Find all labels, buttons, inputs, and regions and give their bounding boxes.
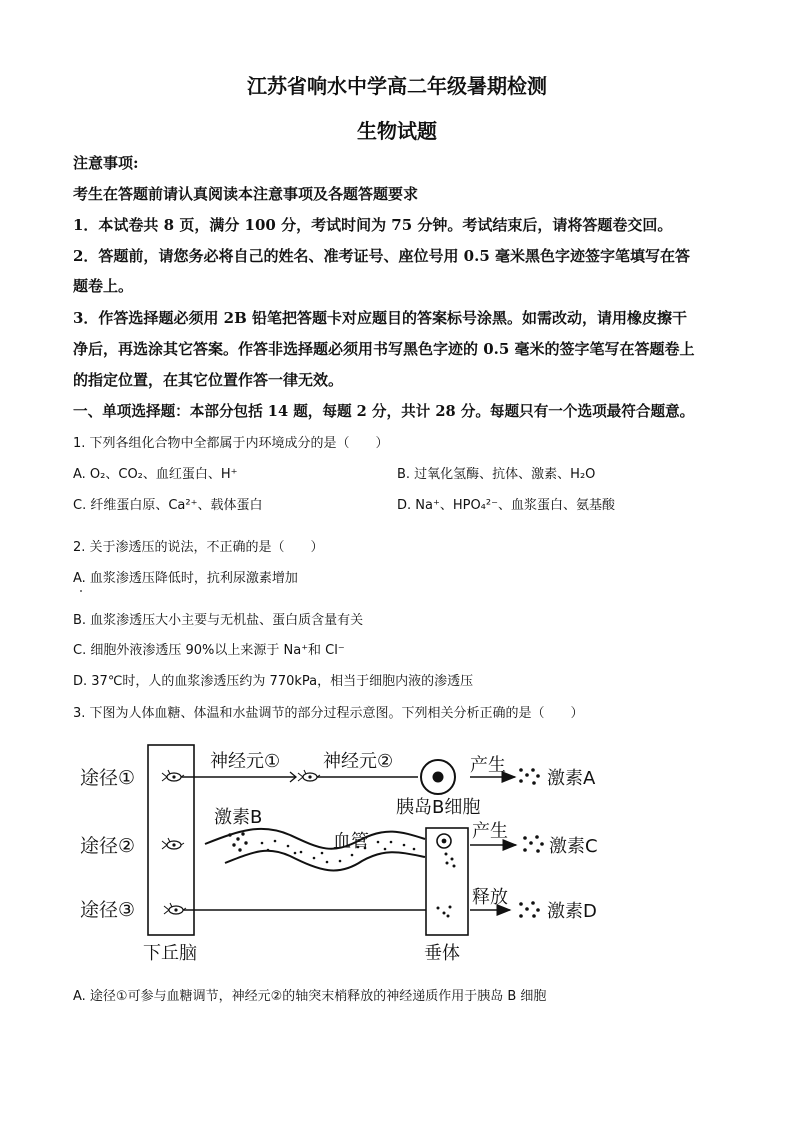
question-1-option-a: A. O₂、CO₂、血红蛋白、H⁺ xyxy=(73,467,238,482)
page-title: 江苏省响水中学高二年级暑期检测 xyxy=(247,74,547,98)
release-label: 释放 xyxy=(472,887,508,908)
route-3-label: 途径③ xyxy=(80,899,136,921)
question-1-option-d: D. Na⁺、HPO₄²⁻、血浆蛋白、氨基酸 xyxy=(397,498,615,513)
hormone-d-label: 激素D xyxy=(547,901,597,922)
hormone-a-dots xyxy=(519,768,540,785)
question-2-option-b: B. 血浆渗透压大小主要与无机盐、蛋白质含量有关 xyxy=(73,613,364,628)
question-2-option-a: A. 血浆渗透压降低时，抗利尿激素增加 xyxy=(73,571,298,586)
stray-mark xyxy=(80,590,82,592)
hormone-d-dots xyxy=(519,901,540,918)
produce-2-label: 产生 xyxy=(472,821,508,842)
section-1-heading: 一、单项选择题：本部分包括 14 题，每题 2 分，共计 28 分。每题只有一个选项最符合题意。 xyxy=(73,403,695,420)
produce-1-label: 产生 xyxy=(470,755,506,776)
route-1-label: 途径① xyxy=(80,767,136,789)
hormone-c-dots xyxy=(523,835,544,853)
notice-item-1: 1．本试卷共 8 页，满分 100 分，考试时间为 75 分钟。考试结束后，请将答题卷交回。 xyxy=(73,216,673,234)
notice-heading: 注意事项: xyxy=(73,154,139,172)
question-1-option-c: C. 纤维蛋白原、Ca²⁺、载体蛋白 xyxy=(73,498,263,513)
notice-item-2-line-1: 2．答题前，请您务必将自己的姓名、准考证号、座位号用 0.5 毫米黑色字迹签字笔填写在答 xyxy=(73,247,690,265)
islet-b-cell-label: 胰岛B细胞 xyxy=(396,797,481,818)
question-2-stem: 2. 关于渗透压的说法，不正确的是（ ） xyxy=(73,540,324,555)
page-subtitle: 生物试题 xyxy=(357,119,437,143)
pituitary-box xyxy=(426,828,468,935)
notice-item-3-line-1: 3．作答选择题必须用 2B 铅笔把答题卡对应题目的答案标号涂黑。如需改动，请用橡皮擦干 xyxy=(73,309,688,327)
question-2-option-c: C. 细胞外液渗透压 90%以上来源于 Na⁺和 Cl⁻ xyxy=(73,643,345,658)
neuron-1-label: 神经元① xyxy=(210,751,281,772)
pituitary-label: 垂体 xyxy=(424,943,460,964)
notice-item-3-line-3: 的指定位置，在其它位置作答一律无效。 xyxy=(73,371,344,389)
notice-item-3-line-2: 净后，再选涂其它答案。作答非选择题必须用书写黑色字迹的 0.5 毫米的签字笔写在答题卷上 xyxy=(73,340,695,358)
blood-vessel-lower xyxy=(225,851,425,871)
hormone-c-label: 激素C xyxy=(549,836,598,857)
question-3-stem: 3. 下图为人体血糖、体温和水盐调节的部分过程示意图。下列相关分析正确的是（ ） xyxy=(73,706,584,721)
vessel-label: 血管 xyxy=(333,831,369,852)
question-1-stem: 1. 下列各组化合物中全都属于内环境成分的是（ ） xyxy=(73,436,389,451)
question-2-option-d: D. 37℃时，人的血浆渗透压约为 770kPa，相当于细胞内液的渗透压 xyxy=(73,674,474,689)
hypothalamus-label: 下丘脑 xyxy=(143,943,197,964)
notice-item-2-line-2: 题卷上。 xyxy=(73,277,134,295)
notice-intro: 考生在答题前请认真阅读本注意事项及各题答题要求 xyxy=(73,185,419,203)
question-3-option-a: A. 途径①可参与血糖调节，神经元②的轴突末梢释放的神经递质作用于胰岛 B 细胞 xyxy=(73,989,547,1004)
regulation-diagram xyxy=(0,735,794,970)
hormone-b-label: 激素B xyxy=(214,807,263,828)
neuron-2-label: 神经元② xyxy=(323,751,394,772)
route-2-label: 途径② xyxy=(80,835,136,857)
question-1-option-b: B. 过氧化氢酶、抗体、激素、H₂O xyxy=(397,467,596,482)
hormone-a-label: 激素A xyxy=(547,768,596,789)
